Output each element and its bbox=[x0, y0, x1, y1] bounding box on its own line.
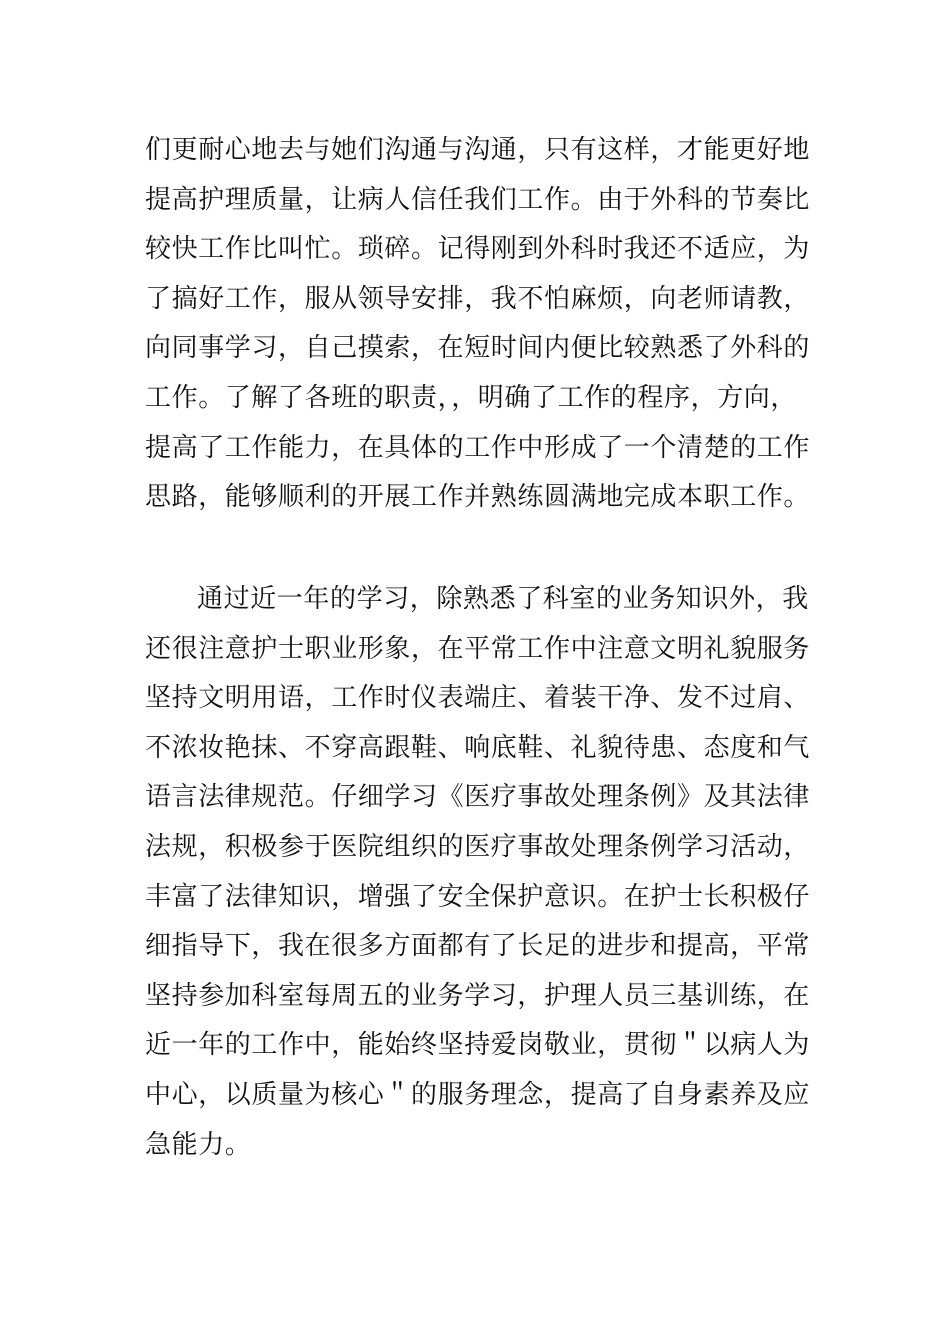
paragraph-line: 近一年的工作中，能始终坚持爱岗敬业，贯彻＂以病人为 bbox=[145, 1030, 811, 1061]
paragraph-line: 向同事学习，自己摸索，在短时间内便比较熟悉了外科的 bbox=[145, 333, 811, 364]
paragraph-line: 法规，积极参于医院组织的医疗事故处理条例学习活动， bbox=[145, 831, 811, 862]
paragraph-2 bbox=[145, 575, 815, 1170]
paragraph-line: 提高了工作能力，在具体的工作中形成了一个清楚的工作 bbox=[145, 432, 811, 463]
paragraph-line: 们更耐心地去与她们沟通与沟通，只有这样，才能更好地 bbox=[145, 135, 811, 165]
paragraph-line: 还很注意护士职业形象，在平常工作中注意文明礼貌服务 bbox=[145, 633, 811, 664]
paragraph-line: 思路，能够顺利的开展工作并熟练圆满地完成本职工作。 bbox=[145, 482, 811, 513]
paragraph-line: 坚持参加科室每周五的业务学习，护理人员三基训练，在 bbox=[145, 980, 811, 1011]
paragraph-line: 细指导下，我在很多方面都有了长足的进步和提高，平常 bbox=[145, 931, 811, 962]
paragraph-line: 工作。了解了各班的职责，，明确了工作的程序，方向， bbox=[145, 382, 798, 413]
paragraph-line: 语言法律规范。仔细学习《医疗事故处理条例》及其法律 bbox=[145, 782, 811, 813]
paragraph-line: 较快工作比叫忙。琐碎。记得刚到外科时我还不适应，为 bbox=[145, 234, 811, 265]
paragraph-1 bbox=[145, 126, 815, 523]
paragraph-line: 坚持文明用语，工作时仪表端庄、着装干净、发不过肩、 bbox=[145, 683, 811, 714]
paragraph-line: 通过近一年的学习，除熟悉了科室的业务知识外，我 bbox=[197, 584, 809, 614]
paragraph-line: 提高护理质量，让病人信任我们工作。由于外科的节奏比 bbox=[145, 184, 811, 215]
paragraph-line: 急能力。 bbox=[145, 1129, 252, 1160]
paragraph-line: 不浓妆艳抹、不穿高跟鞋、响底鞋、礼貌待患、态度和气 bbox=[145, 732, 811, 763]
paragraph-line: 中心，以质量为核心＂的服务理念，提高了自身素养及应 bbox=[145, 1079, 811, 1110]
paragraph-line: 丰富了法律知识，增强了安全保护意识。在护士长积极仔 bbox=[145, 881, 811, 912]
paragraph-line: 了搞好工作，服从领导安排，我不怕麻烦，向老师请教， bbox=[145, 283, 811, 314]
